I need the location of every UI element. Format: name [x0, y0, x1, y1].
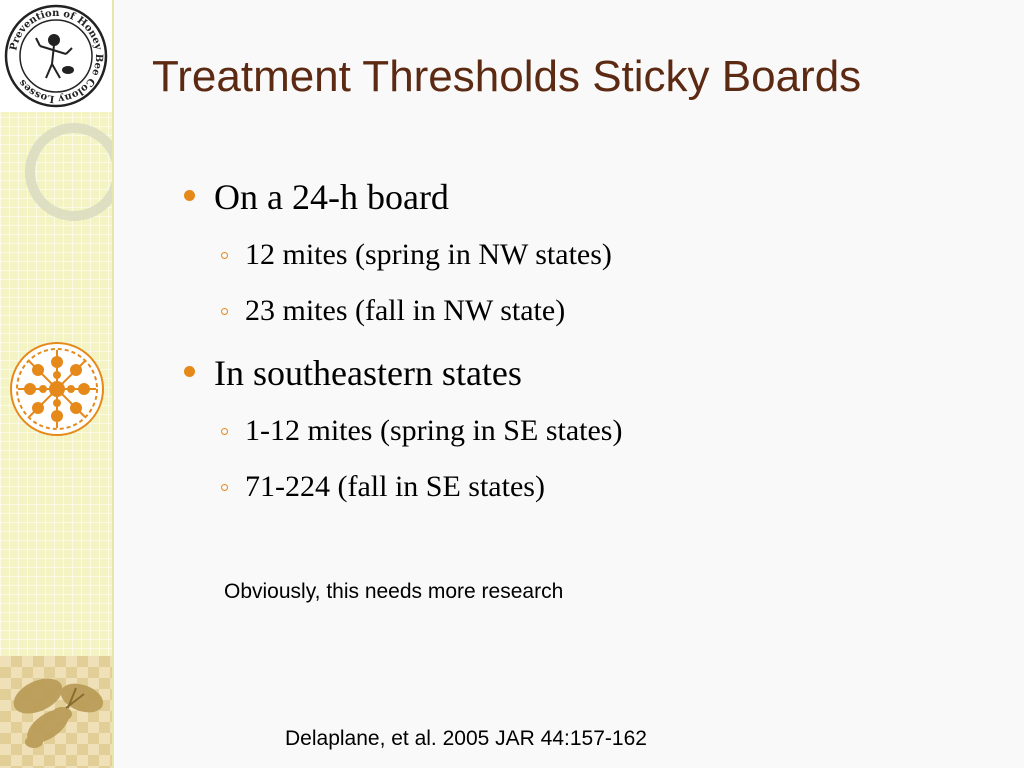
research-note: Obviously, this needs more research [224, 580, 564, 603]
bullet-text: On a 24-h board [214, 177, 449, 217]
strip-divider [112, 0, 114, 768]
slide-title: Treatment Thresholds Sticky Boards [152, 52, 862, 101]
sub-bullet-item [245, 470, 545, 504]
svg-text:Prevention of Honey Bee Colon: Prevention of Honey Bee Colony Losses [8, 7, 105, 105]
bullet-item [214, 176, 449, 218]
bullet-dot-icon [184, 190, 195, 201]
ring-ornament-icon [12, 118, 112, 228]
left-decorative-strip [0, 0, 112, 768]
mandala-ornament-icon [8, 340, 106, 438]
sub-bullet-text: 71-224 (fall in SE states) [245, 470, 545, 503]
sub-bullet-circle-icon [221, 252, 228, 259]
seal-logo-icon [2, 2, 110, 110]
sub-bullet-item [245, 414, 622, 448]
bullet-text: In southeastern states [214, 353, 522, 393]
sub-bullet-text: 1-12 mites (spring in SE states) [245, 414, 623, 447]
sub-bullet-circle-icon [221, 308, 228, 315]
sub-bullet-text: 23 mites (fall in NW state) [245, 294, 566, 327]
sub-bullet-circle-icon [221, 428, 228, 435]
bullet-item [214, 352, 522, 394]
bee-icon [4, 668, 108, 758]
sub-bullet-circle-icon [221, 484, 228, 491]
sub-bullet-item [245, 294, 565, 328]
sub-bullet-item [245, 238, 612, 272]
bullet-dot-icon [184, 366, 195, 377]
sub-bullet-text: 12 mites (spring in NW states) [245, 238, 612, 271]
citation: Delaplane, et al. 2005 JAR 44:157-162 [285, 727, 647, 750]
